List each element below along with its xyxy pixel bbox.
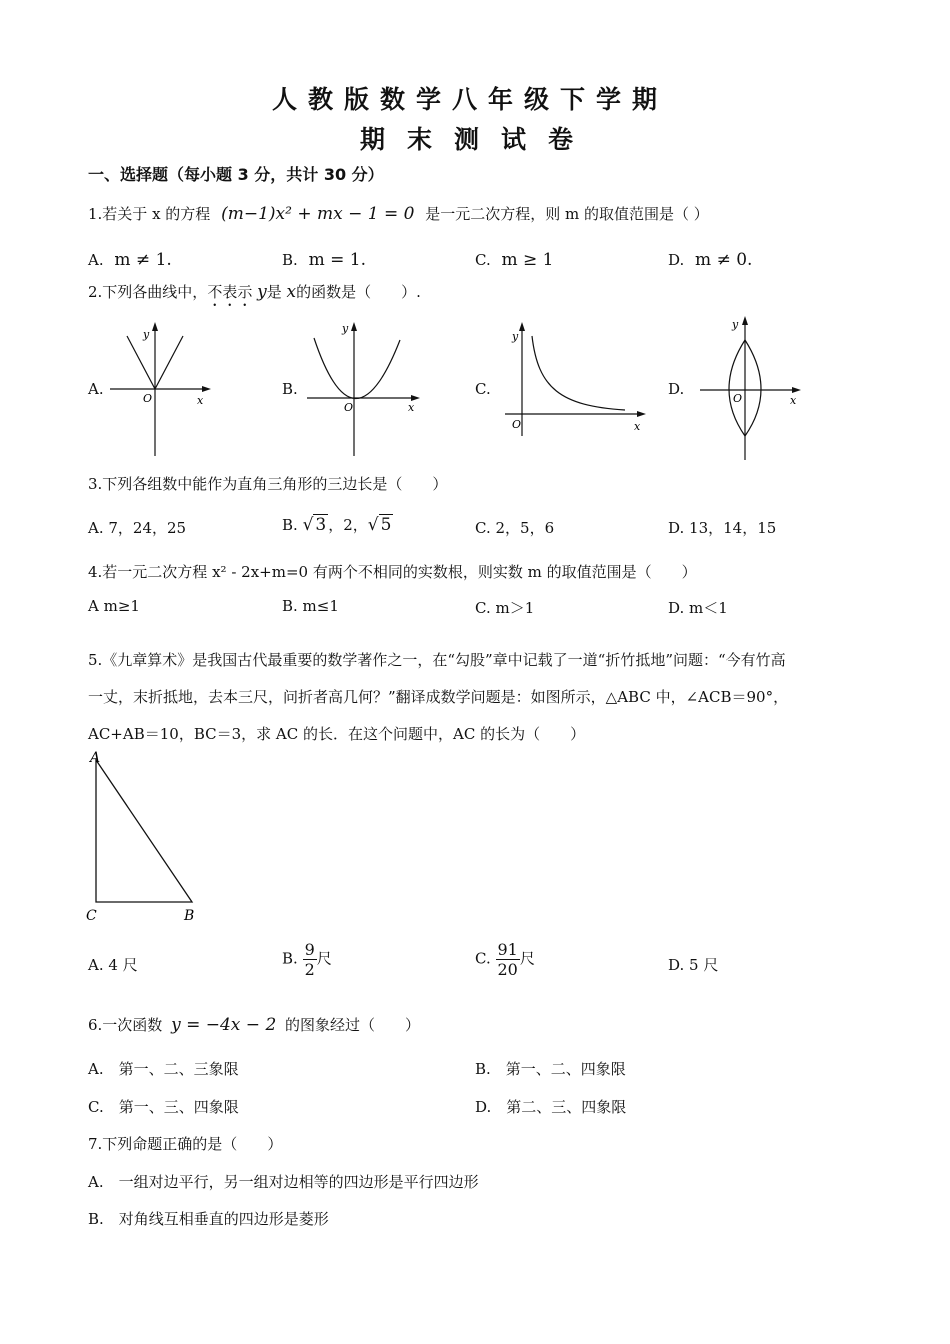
- q5-option-c[interactable]: C. $\frac{91}{20}$ 尺: [475, 940, 535, 979]
- question-1: [88, 203, 709, 224]
- q1-option-d[interactable]: D. m ≠ 0.: [668, 250, 753, 270]
- q3-option-b[interactable]: B. √ 3 ，2，√ 5: [282, 515, 392, 535]
- q7-option-a[interactable]: A. 一组对边平行，另一组对边相等的四边形是平行四边形: [88, 1173, 479, 1191]
- q1-prefix: 1.若关于 x 的方程: [88, 205, 211, 223]
- question-6: 6.一次函数 y = −4x − 2 的图象经过（ ）: [88, 1015, 421, 1035]
- origin-label: O: [733, 392, 743, 405]
- q1-option-a[interactable]: A. m ≠ 1.: [88, 250, 172, 270]
- q6-equation: y = −4x − 2: [171, 1015, 277, 1035]
- q5-triangle: [82, 748, 207, 928]
- q5-option-b[interactable]: B. $\frac{9}{2}$ 尺: [282, 940, 332, 979]
- question-3: 3.下列各组数中能作为直角三角形的三边长是（ ）: [88, 475, 448, 493]
- q3-option-d[interactable]: D. 13，14，15: [668, 519, 777, 537]
- axis-x-label: x: [790, 394, 797, 407]
- q6-option-c[interactable]: C. 第一、三、四象限: [88, 1098, 239, 1116]
- q2-graph-b: [302, 318, 422, 458]
- section-heading: 一、选择题（每小题 3 分，共计 30 分）: [88, 165, 384, 184]
- axis-y-label: y: [342, 322, 349, 335]
- fraction-91-20: $\frac{91}{20}$: [497, 940, 518, 979]
- q4-option-b[interactable]: B. m≤1: [282, 597, 339, 615]
- page-title: 人教版数学八年级下学期: [272, 85, 669, 114]
- question-5-line-1: 5.《九章算术》是我国古代最重要的数学著作之一，在“勾股”章中记载了一道“折竹抵地”问题：“今有竹高: [88, 651, 786, 669]
- page-subtitle: 期末测试卷: [360, 125, 596, 154]
- q7-option-b[interactable]: B. 对角线互相垂直的四边形是菱形: [88, 1210, 329, 1228]
- origin-label: O: [143, 392, 153, 405]
- q2-emphasis: 不表示: [207, 283, 253, 301]
- axis-x-label: x: [197, 394, 204, 407]
- axis-x-label: x: [408, 401, 415, 414]
- vertex-b-label: B: [184, 908, 195, 924]
- q6-option-d[interactable]: D. 第二、三、四象限: [475, 1098, 627, 1116]
- axis-y-label: y: [732, 318, 739, 331]
- question-5-line-3: AC+AB＝10，BC＝3，求 AC 的长．在这个问题中，AC 的长为（ ）: [88, 725, 586, 743]
- q1-option-b[interactable]: B. m = 1.: [282, 250, 366, 270]
- q5-option-a[interactable]: A. 4 尺: [88, 956, 138, 974]
- axis-x-label: x: [634, 420, 641, 433]
- q2-graph-a: [105, 318, 215, 458]
- q3-option-a[interactable]: A. 7，24，25: [88, 519, 187, 537]
- q1-option-c[interactable]: C. m ≥ 1: [475, 250, 554, 270]
- q2-option-b[interactable]: B.: [282, 380, 298, 398]
- q1-suffix: 是一元二次方程，则 m 的取值范围是（ ）: [425, 205, 709, 223]
- q4-option-c[interactable]: C. m＞1: [475, 599, 535, 617]
- vertex-c-label: C: [86, 908, 97, 924]
- axis-y-label: y: [143, 328, 150, 341]
- q2-option-c[interactable]: C.: [475, 380, 491, 398]
- q3-option-c[interactable]: C. 2，5，6: [475, 519, 555, 537]
- question-2: 2.下列各曲线中，不表示 y是 x的函数是（ ）.: [88, 282, 421, 302]
- q5-option-d[interactable]: D. 5 尺: [668, 956, 719, 974]
- q2-graph-c: [500, 318, 650, 438]
- axis-y-label: y: [512, 330, 519, 343]
- sqrt-5: √ 5: [367, 515, 392, 535]
- q2-option-a[interactable]: A.: [88, 380, 104, 398]
- q6-option-a[interactable]: A. 第一、二、三象限: [88, 1060, 239, 1078]
- q4-option-a[interactable]: A m≥1: [88, 597, 140, 615]
- q4-option-d[interactable]: D. m＜1: [668, 599, 728, 617]
- sqrt-3: √ 3: [302, 515, 327, 535]
- fraction-9-2: $\frac{9}{2}$: [304, 940, 315, 979]
- origin-label: O: [512, 418, 522, 431]
- vertex-a-label: A: [90, 750, 101, 766]
- q2-option-d[interactable]: D.: [668, 380, 685, 398]
- origin-label: O: [344, 401, 354, 414]
- question-4: 4.若一元二次方程 x² ‐ 2x+m=0 有两个不相同的实数根，则实数 m 的取值范围是（ ）: [88, 563, 697, 581]
- question-5-line-2: 一丈，末折抵地，去本三尺，问折者高几何？”翻译成数学问题是：如图所示，△ABC 中，∠ACB＝90°，: [88, 688, 789, 706]
- q2-graph-d: [695, 312, 805, 462]
- q6-option-b[interactable]: B. 第一、二、四象限: [475, 1060, 626, 1078]
- question-7: 7.下列命题正确的是（ ）: [88, 1135, 283, 1153]
- q1-equation: (m−1)x² + mx − 1 = 0: [221, 204, 415, 224]
